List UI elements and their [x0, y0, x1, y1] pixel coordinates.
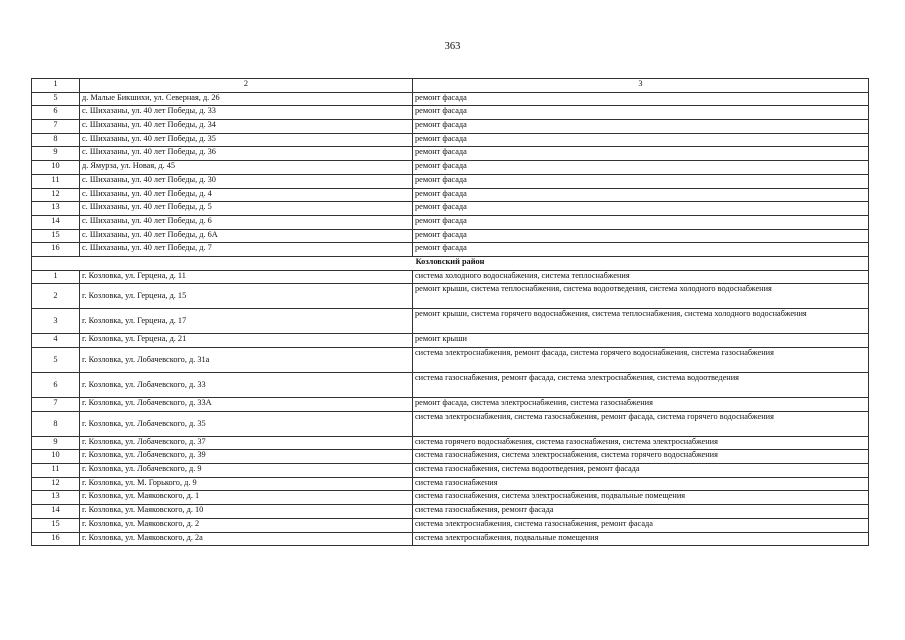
row-number-cell: 12: [32, 188, 80, 202]
district-name: Козловский район: [32, 256, 869, 270]
address-cell: г. Козловка, ул. Герцена, д. 21: [80, 334, 413, 348]
works-cell: система газоснабжения, система водоотведения, ремонт фасада: [413, 464, 869, 478]
address-cell: д. Ямурза, ул. Новая, д. 45: [80, 161, 413, 175]
table-row: [32, 411, 869, 436]
table-row: [32, 334, 869, 348]
address-cell: г. Козловка, ул. Маяковского, д. 2а: [80, 532, 413, 546]
row-number-cell: 2: [32, 284, 80, 309]
district-header-row: [32, 256, 869, 270]
works-cell: ремонт фасада: [413, 174, 869, 188]
works-cell: ремонт фасада: [413, 188, 869, 202]
table-row: [32, 133, 869, 147]
address-cell: с. Шихазаны, ул. 40 лет Победы, д. 35: [80, 133, 413, 147]
works-cell: ремонт фасада: [413, 215, 869, 229]
works-cell: система электроснабжения, система газоснабжения, ремонт фасада, система горячего водоснабжения: [413, 411, 869, 436]
table-row: [32, 120, 869, 134]
column-number-cell: 2: [80, 79, 413, 93]
column-number-cell: 3: [413, 79, 869, 93]
table-row: [32, 243, 869, 257]
address-cell: г. Козловка, ул. Герцена, д. 15: [80, 284, 413, 309]
table-row: [32, 505, 869, 519]
table-row: [32, 450, 869, 464]
row-number-cell: 16: [32, 532, 80, 546]
works-cell: система газоснабжения, ремонт фасада, система электроснабжения, система водоотведения: [413, 373, 869, 398]
address-cell: г. Козловка, ул. Герцена, д. 17: [80, 309, 413, 334]
row-number-cell: 11: [32, 464, 80, 478]
address-cell: с. Шихазаны, ул. 40 лет Победы, д. 6А: [80, 229, 413, 243]
works-cell: система холодного водоснабжения, система теплоснабжения: [413, 270, 869, 284]
row-number-cell: 5: [32, 348, 80, 373]
table-row: [32, 373, 869, 398]
row-number-cell: 7: [32, 398, 80, 412]
works-cell: система электроснабжения, система газоснабжения, ремонт фасада: [413, 518, 869, 532]
table-row: [32, 477, 869, 491]
works-cell: ремонт фасада, система электроснабжения, система газоснабжения: [413, 398, 869, 412]
address-cell: с. Шихазаны, ул. 40 лет Победы, д. 30: [80, 174, 413, 188]
row-number-cell: 5: [32, 92, 80, 106]
row-number-cell: 8: [32, 411, 80, 436]
address-cell: с. Шихазаны, ул. 40 лет Победы, д. 7: [80, 243, 413, 257]
row-number-cell: 4: [32, 334, 80, 348]
works-cell: ремонт фасада: [413, 147, 869, 161]
works-cell: ремонт фасада: [413, 243, 869, 257]
address-cell: с. Шихазаны, ул. 40 лет Победы, д. 34: [80, 120, 413, 134]
works-cell: ремонт фасада: [413, 120, 869, 134]
works-cell: система горячего водоснабжения, система газоснабжения, система электроснабжения: [413, 436, 869, 450]
row-number-cell: 1: [32, 270, 80, 284]
row-number-cell: 6: [32, 373, 80, 398]
row-number-cell: 10: [32, 450, 80, 464]
row-number-cell: 9: [32, 147, 80, 161]
works-cell: система газоснабжения, ремонт фасада: [413, 505, 869, 519]
table-row: [32, 92, 869, 106]
works-cell: система газоснабжения, система электроснабжения, система горячего водоснабжения: [413, 450, 869, 464]
row-number-cell: 15: [32, 229, 80, 243]
page-number: 363: [444, 41, 461, 52]
row-number-cell: 14: [32, 505, 80, 519]
table-row: [32, 464, 869, 478]
table-row: [32, 202, 869, 216]
works-cell: ремонт фасада: [413, 92, 869, 106]
row-number-cell: 10: [32, 161, 80, 175]
table-row: [32, 436, 869, 450]
repair-schedule-table: [31, 78, 869, 546]
address-cell: г. Козловка, ул. Маяковского, д. 2: [80, 518, 413, 532]
works-cell: система электроснабжения, подвальные помещения: [413, 532, 869, 546]
address-cell: г. Козловка, ул. Лобачевского, д. 33: [80, 373, 413, 398]
row-number-cell: 14: [32, 215, 80, 229]
works-cell: ремонт крыши: [413, 334, 869, 348]
table-row: [32, 348, 869, 373]
table-row: [32, 106, 869, 120]
address-cell: г. Козловка, ул. М. Горького, д. 9: [80, 477, 413, 491]
works-cell: система электроснабжения, ремонт фасада, система горячего водоснабжения, система газоснабжения: [413, 348, 869, 373]
address-cell: с. Шихазаны, ул. 40 лет Победы, д. 6: [80, 215, 413, 229]
table-row: [32, 215, 869, 229]
address-cell: г. Козловка, ул. Лобачевского, д. 37: [80, 436, 413, 450]
table-row: [32, 518, 869, 532]
table-row: [32, 188, 869, 202]
row-number-cell: 8: [32, 133, 80, 147]
works-cell: ремонт фасада: [413, 133, 869, 147]
works-cell: ремонт крыши, система теплоснабжения, система водоотведения, система холодного водоснабжения: [413, 284, 869, 309]
works-cell: ремонт фасада: [413, 229, 869, 243]
table-body: [32, 79, 869, 546]
address-cell: г. Козловка, ул. Лобачевского, д. 39: [80, 450, 413, 464]
works-cell: система газоснабжения: [413, 477, 869, 491]
works-cell: ремонт фасада: [413, 161, 869, 175]
works-cell: ремонт фасада: [413, 106, 869, 120]
table-row: [32, 398, 869, 412]
table-row: [32, 532, 869, 546]
column-number-cell: 1: [32, 79, 80, 93]
address-cell: г. Козловка, ул. Маяковского, д. 1: [80, 491, 413, 505]
address-cell: д. Малые Бикшихи, ул. Северная, д. 26: [80, 92, 413, 106]
table-row: [32, 147, 869, 161]
row-number-cell: 16: [32, 243, 80, 257]
address-cell: с. Шихазаны, ул. 40 лет Победы, д. 4: [80, 188, 413, 202]
address-cell: с. Шихазаны, ул. 40 лет Победы, д. 5: [80, 202, 413, 216]
address-cell: г. Козловка, ул. Маяковского, д. 10: [80, 505, 413, 519]
row-number-cell: 13: [32, 491, 80, 505]
row-number-cell: 13: [32, 202, 80, 216]
table-row: [32, 284, 869, 309]
column-numbers-row: [32, 79, 869, 93]
row-number-cell: 15: [32, 518, 80, 532]
row-number-cell: 6: [32, 106, 80, 120]
row-number-cell: 3: [32, 309, 80, 334]
row-number-cell: 7: [32, 120, 80, 134]
address-cell: с. Шихазаны, ул. 40 лет Победы, д. 33: [80, 106, 413, 120]
address-cell: г. Козловка, ул. Лобачевского, д. 31а: [80, 348, 413, 373]
row-number-cell: 9: [32, 436, 80, 450]
row-number-cell: 11: [32, 174, 80, 188]
works-cell: ремонт крыши, система горячего водоснабжения, система теплоснабжения, система холодного водоснабжения: [413, 309, 869, 334]
works-cell: система газоснабжения, система электроснабжения, подвальные помещения: [413, 491, 869, 505]
table-row: [32, 270, 869, 284]
address-cell: г. Козловка, ул. Лобачевского, д. 9: [80, 464, 413, 478]
address-cell: г. Козловка, ул. Лобачевского, д. 33А: [80, 398, 413, 412]
address-cell: г. Козловка, ул. Герцена, д. 11: [80, 270, 413, 284]
address-cell: г. Козловка, ул. Лобачевского, д. 35: [80, 411, 413, 436]
table-row: [32, 161, 869, 175]
address-cell: с. Шихазаны, ул. 40 лет Победы, д. 36: [80, 147, 413, 161]
table-row: [32, 174, 869, 188]
works-cell: ремонт фасада: [413, 202, 869, 216]
table-row: [32, 309, 869, 334]
row-number-cell: 12: [32, 477, 80, 491]
table-row: [32, 229, 869, 243]
table-row: [32, 491, 869, 505]
